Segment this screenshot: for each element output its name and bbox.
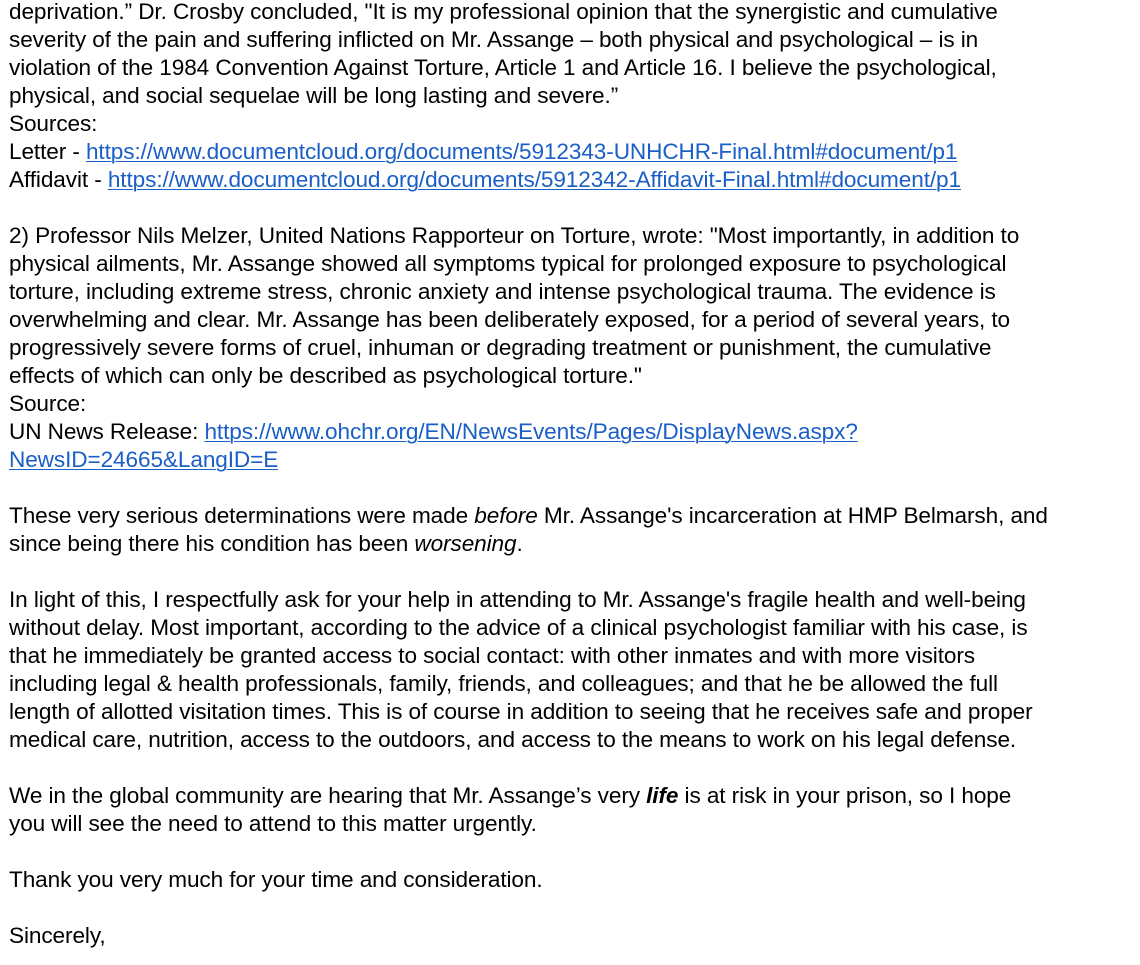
thanks-line: Thank you very much for your time and consideration. bbox=[9, 867, 543, 892]
determinations-line-2 bbox=[9, 530, 1135, 558]
affidavit-link[interactable]: https://www.documentcloud.org/documents/5912342-Affidavit-Final.html#document/p1 bbox=[107, 167, 961, 192]
request-line-3: that he immediately be granted access to social contact: with other inmates and with more visitors bbox=[9, 643, 975, 668]
letter-label: Letter - bbox=[9, 139, 86, 164]
crosby-paragraph bbox=[9, 0, 1135, 110]
crosby-line-1: deprivation.” Dr. Crosby concluded, "It is my professional opinion that the synergistic and cumulative bbox=[9, 0, 998, 24]
affidavit-source-line bbox=[9, 166, 1135, 194]
community-paragraph bbox=[9, 782, 1135, 838]
news-source-line bbox=[9, 418, 1135, 446]
letter-source-line bbox=[9, 138, 1135, 166]
determinations-line-1 bbox=[9, 502, 1135, 530]
crosby-line-2: severity of the pain and suffering inflicted on Mr. Assange – both physical and psychological – is in bbox=[9, 27, 979, 52]
affidavit-label: Affidavit - bbox=[9, 167, 108, 192]
source-label: Source: bbox=[9, 391, 87, 416]
text-run: is at risk in your prison, so I hope bbox=[678, 783, 1012, 808]
signoff: Sincerely, bbox=[9, 923, 106, 948]
spacer bbox=[9, 754, 1135, 782]
determinations-paragraph bbox=[9, 502, 1135, 558]
news-label: UN News Release: bbox=[9, 419, 205, 444]
crosby-line-3: violation of the 1984 Convention Against Torture, Article 1 and Article 16. I believe the psychological, bbox=[9, 55, 997, 80]
request-line-2: without delay. Most important, according to the advice of a clinical psychologist familiar with his case, is bbox=[9, 615, 1028, 640]
melzer-line-6: effects of which can only be described as psychological torture." bbox=[9, 363, 642, 388]
community-line-1 bbox=[9, 782, 1135, 810]
request-paragraph bbox=[9, 586, 1135, 754]
melzer-line-3: torture, including extreme stress, chronic anxiety and intense psychological trauma. The evidence is bbox=[9, 279, 996, 304]
text-run: Mr. Assange's incarceration at HMP Belmarsh, and bbox=[537, 503, 1048, 528]
spacer bbox=[9, 558, 1135, 586]
sources-label: Sources: bbox=[9, 111, 98, 136]
request-line-5: length of allotted visitation times. This is of course in addition to seeing that he receives safe and proper bbox=[9, 699, 1033, 724]
news-source-line-2 bbox=[9, 446, 1135, 474]
melzer-line-5: progressively severe forms of cruel, inhuman or degrading treatment or punishment, the cumulative bbox=[9, 335, 992, 360]
melzer-paragraph bbox=[9, 222, 1135, 390]
melzer-line-4: overwhelming and clear. Mr. Assange has been deliberately exposed, for a period of several years, to bbox=[9, 307, 1011, 332]
request-line-1: In light of this, I respectfully ask for your help in attending to Mr. Assange's fragile health and well-being bbox=[9, 587, 1026, 612]
melzer-line-2: physical ailments, Mr. Assange showed all symptoms typical for prolonged exposure to psychological bbox=[9, 251, 1007, 276]
news-link-part-2[interactable]: NewsID=24665&LangID=E bbox=[9, 447, 279, 472]
text-run: We in the global community are hearing that Mr. Assange’s very bbox=[9, 783, 647, 808]
text-run: since being there his condition has been bbox=[9, 531, 415, 556]
emphasis-before: before bbox=[474, 503, 538, 528]
news-link-part-1[interactable]: https://www.ohchr.org/EN/NewsEvents/Pages/DisplayNews.aspx? bbox=[204, 419, 858, 444]
spacer bbox=[9, 194, 1135, 222]
letter-link[interactable]: https://www.documentcloud.org/documents/5912343-UNHCHR-Final.html#document/p1 bbox=[85, 139, 958, 164]
emphasis-worsening: worsening bbox=[414, 531, 517, 556]
request-line-6: medical care, nutrition, access to the outdoors, and access to the means to work on his legal defense. bbox=[9, 727, 1017, 752]
emphasis-life: life bbox=[646, 783, 679, 808]
request-line-4: including legal & health professionals, family, friends, and colleagues; and that he be allowed the full bbox=[9, 671, 998, 696]
spacer bbox=[9, 838, 1135, 866]
melzer-line-1: 2) Professor Nils Melzer, United Nations Rapporteur on Torture, wrote: "Most importantly, in addition to bbox=[9, 223, 1020, 248]
spacer bbox=[9, 894, 1135, 922]
community-line-2: you will see the need to attend to this matter urgently. bbox=[9, 811, 537, 836]
text-run: . bbox=[516, 531, 523, 556]
letter-body bbox=[9, 0, 1135, 950]
spacer bbox=[9, 474, 1135, 502]
crosby-line-4: physical, and social sequelae will be long lasting and severe.” bbox=[9, 83, 619, 108]
text-run: These very serious determinations were made bbox=[9, 503, 475, 528]
